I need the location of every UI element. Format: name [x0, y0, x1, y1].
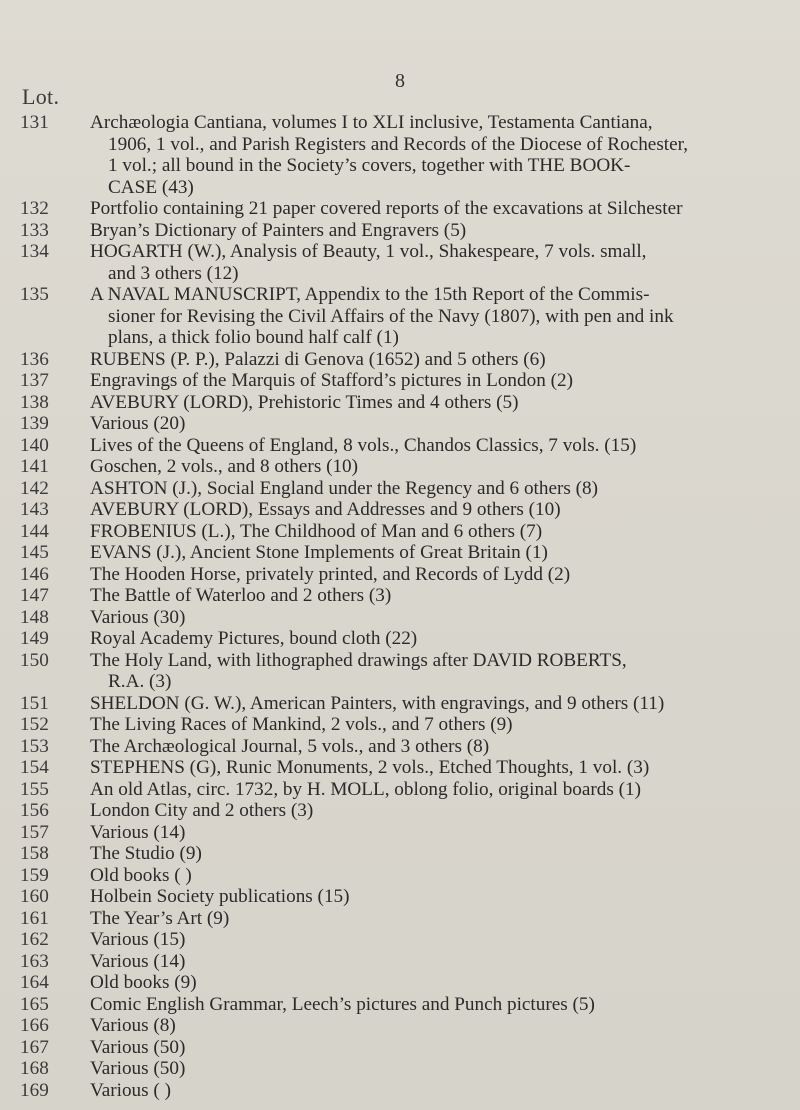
lot-entry [0, 564, 800, 586]
lot-description [82, 1015, 778, 1037]
lot-entry [0, 628, 800, 650]
lot-number: 154 [20, 757, 49, 778]
lot-description [82, 886, 778, 908]
lot-entry [0, 1080, 800, 1102]
lot-description-line: Various (50) [90, 1036, 186, 1058]
lot-number: 152 [20, 714, 49, 735]
lot-description [82, 929, 778, 951]
lot-description-line: Royal Academy Pictures, bound cloth (22) [90, 628, 418, 649]
lot-number: 132 [20, 198, 49, 219]
lot-description-line: London City and 2 others (3) [90, 800, 314, 821]
lot-description [82, 392, 778, 414]
lot-entry [0, 435, 800, 457]
lot-entry [0, 822, 800, 844]
lot-number: 142 [20, 477, 49, 499]
lot-number: 155 [20, 778, 49, 800]
lot-description-line: Various (20) [90, 413, 186, 434]
lot-description [82, 1058, 778, 1080]
lot-entry [0, 951, 800, 973]
lot-number: 153 [20, 735, 49, 757]
lot-number: 134 [20, 241, 49, 262]
lot-description-line: Various (14) [90, 821, 186, 843]
lot-description [82, 478, 778, 500]
lot-description [82, 908, 778, 930]
lot-entry [0, 499, 800, 521]
lot-number: 145 [20, 542, 49, 563]
lot-description-line: FROBENIUS (L.), The Childhood of Man and 6 others (7) [90, 520, 543, 542]
lot-entry [0, 521, 800, 543]
lot-number: 133 [20, 219, 49, 241]
lot-description-line: plans, a thick folio bound half calf (1) [108, 327, 399, 348]
lot-entry [0, 972, 800, 994]
lot-number: 147 [20, 585, 49, 606]
lot-entries-list [0, 112, 800, 1101]
lot-number: 141 [20, 456, 49, 477]
lot-description [82, 241, 778, 284]
lot-number: 148 [20, 606, 49, 628]
lot-description-line: sioner for Revising the Civil Affairs of the Navy (1807), with pen and ink [108, 305, 674, 327]
lot-number: 168 [20, 1058, 49, 1079]
lot-description-line: Various ( ) [90, 1079, 171, 1101]
lot-number: 166 [20, 1015, 49, 1036]
lot-description-line: A NAVAL MANUSCRIPT, Appendix to the 15th Report of the Commis- [90, 284, 650, 305]
lot-description [82, 349, 778, 371]
lot-entry [0, 241, 800, 284]
lot-entry [0, 693, 800, 715]
page-number: 8 [395, 70, 405, 92]
lot-description [82, 585, 778, 607]
lot-description [82, 370, 778, 392]
lot-entry [0, 736, 800, 758]
lot-description [82, 542, 778, 564]
lot-description [82, 456, 778, 478]
lot-description-line: Bryan’s Dictionary of Painters and Engravers (5) [90, 219, 467, 241]
lot-description-line: Comic English Grammar, Leech’s pictures and Punch pictures (5) [90, 993, 595, 1015]
lot-description [82, 564, 778, 586]
lot-description-line: SHELDON (G. W.), American Painters, with engravings, and 9 others (11) [90, 692, 665, 714]
lot-description-line: HOGARTH (W.), Analysis of Beauty, 1 vol., Shakespeare, 7 vols. small, [90, 241, 647, 262]
lot-description [82, 800, 778, 822]
lot-number: 161 [20, 907, 49, 929]
lot-description-line: Lives of the Queens of England, 8 vols., Chandos Classics, 7 vols. (15) [90, 434, 637, 456]
lot-number: 169 [20, 1079, 49, 1101]
lot-number: 131 [20, 112, 49, 133]
lot-entry [0, 994, 800, 1016]
lot-number: 149 [20, 628, 49, 649]
lot-number: 150 [20, 649, 49, 671]
lot-number: 144 [20, 520, 49, 542]
lot-number: 158 [20, 843, 49, 864]
lot-description [82, 1037, 778, 1059]
lot-description-line: Old books (9) [90, 972, 197, 993]
lot-description [82, 284, 778, 349]
lot-description [82, 112, 778, 198]
lot-description-line: 1906, 1 vol., and Parish Registers and Records of the Diocese of Rochester, [108, 133, 689, 155]
lot-entry [0, 112, 800, 198]
lot-description [82, 521, 778, 543]
lot-description-line: Various (15) [90, 929, 186, 950]
lot-description-line: An old Atlas, circ. 1732, by H. MOLL, oblong folio, original boards (1) [90, 778, 642, 800]
lot-entry [0, 1037, 800, 1059]
lot-number: 139 [20, 413, 49, 434]
lot-description [82, 650, 778, 693]
lot-description [82, 499, 778, 521]
lot-entry [0, 843, 800, 865]
lot-description-line: Various (30) [90, 606, 186, 628]
lot-entry [0, 908, 800, 930]
lot-description [82, 628, 778, 650]
lot-description-line: Engravings of the Marquis of Stafford’s pictures in London (2) [90, 370, 573, 391]
lot-number: 164 [20, 972, 49, 993]
lot-description-line: Portfolio containing 21 paper covered reports of the excavations at Silchester [90, 198, 683, 219]
lot-description [82, 843, 778, 865]
lot-description-line: Old books ( ) [90, 864, 192, 886]
lot-description-line: CASE (43) [108, 176, 194, 198]
lot-entry [0, 779, 800, 801]
lot-number: 159 [20, 864, 49, 886]
lot-description [82, 736, 778, 758]
lot-entry [0, 478, 800, 500]
lot-description-line: The Living Races of Mankind, 2 vols., and 7 others (9) [90, 714, 513, 735]
lot-number: 136 [20, 348, 49, 370]
lot-description [82, 714, 778, 736]
lot-number: 165 [20, 993, 49, 1015]
lot-description-line: STEPHENS (G), Runic Monuments, 2 vols., Etched Thoughts, 1 vol. (3) [90, 757, 650, 778]
lot-description [82, 951, 778, 973]
lot-description-line: EVANS (J.), Ancient Stone Implements of Great Britain (1) [90, 542, 548, 563]
lot-entry [0, 198, 800, 220]
lot-number: 167 [20, 1036, 49, 1058]
lot-description [82, 865, 778, 887]
lot-description [82, 413, 778, 435]
lot-entry [0, 585, 800, 607]
lot-number: 151 [20, 692, 49, 714]
lot-entry [0, 1015, 800, 1037]
lot-number: 140 [20, 434, 49, 456]
lot-number: 138 [20, 391, 49, 413]
lot-description-line: Various (14) [90, 950, 186, 972]
lot-description [82, 972, 778, 994]
lot-entry [0, 865, 800, 887]
lot-column-heading: Lot. [22, 84, 60, 109]
lot-entry [0, 370, 800, 392]
lot-entry [0, 800, 800, 822]
lot-entry [0, 413, 800, 435]
lot-description-line: Goschen, 2 vols., and 8 others (10) [90, 456, 359, 477]
lot-entry [0, 929, 800, 951]
lot-description-line: The Hooden Horse, privately printed, and Records of Lydd (2) [90, 563, 571, 585]
lot-description [82, 994, 778, 1016]
lot-description-line: Various (50) [90, 1058, 186, 1079]
lot-entry [0, 456, 800, 478]
lot-description-line: Holbein Society publications (15) [90, 886, 350, 907]
lot-description-line: The Battle of Waterloo and 2 others (3) [90, 585, 392, 606]
lot-description-line: R.A. (3) [108, 671, 172, 692]
lot-entry [0, 757, 800, 779]
lot-entry [0, 392, 800, 414]
lot-description-line: 1 vol.; all bound in the Society’s covers, together with THE BOOK- [108, 155, 631, 176]
lot-number: 157 [20, 821, 49, 843]
lot-description-line: AVEBURY (LORD), Essays and Addresses and 9 others (10) [90, 499, 561, 520]
lot-description [82, 757, 778, 779]
lot-number: 163 [20, 950, 49, 972]
lot-number: 156 [20, 800, 49, 821]
lot-number: 146 [20, 563, 49, 585]
lot-description-line: Various (8) [90, 1015, 176, 1036]
lot-number: 160 [20, 886, 49, 907]
lot-entry [0, 886, 800, 908]
lot-description-line: The Studio (9) [90, 843, 202, 864]
lot-entry [0, 349, 800, 371]
lot-number: 137 [20, 370, 49, 391]
lot-entry [0, 650, 800, 693]
lot-description-line: The Holy Land, with lithographed drawings after DAVID ROBERTS, [90, 649, 627, 671]
lot-entry [0, 220, 800, 242]
lot-description-line: The Year’s Art (9) [90, 907, 230, 929]
lot-description [82, 693, 778, 715]
lot-entry [0, 284, 800, 349]
lot-description [82, 220, 778, 242]
lot-description-line: ASHTON (J.), Social England under the Regency and 6 others (8) [90, 477, 599, 499]
lot-number: 143 [20, 499, 49, 520]
lot-description [82, 1080, 778, 1102]
lot-entry [0, 1058, 800, 1080]
lot-number: 162 [20, 929, 49, 950]
lot-entry [0, 714, 800, 736]
lot-description-line: RUBENS (P. P.), Palazzi di Genova (1652) and 5 others (6) [90, 348, 546, 370]
lot-description [82, 198, 778, 220]
lot-description [82, 779, 778, 801]
lot-description-line: Archæologia Cantiana, volumes I to XLI inclusive, Testamenta Cantiana, [90, 112, 653, 133]
lot-description-line: The Archæological Journal, 5 vols., and 3 others (8) [90, 735, 490, 757]
lot-description [82, 822, 778, 844]
lot-description [82, 435, 778, 457]
lot-entry [0, 542, 800, 564]
lot-description-line: and 3 others (12) [108, 262, 239, 284]
lot-entry [0, 607, 800, 629]
lot-description-line: AVEBURY (LORD), Prehistoric Times and 4 others (5) [90, 391, 519, 413]
lot-number: 135 [20, 284, 49, 305]
lot-description [82, 607, 778, 629]
